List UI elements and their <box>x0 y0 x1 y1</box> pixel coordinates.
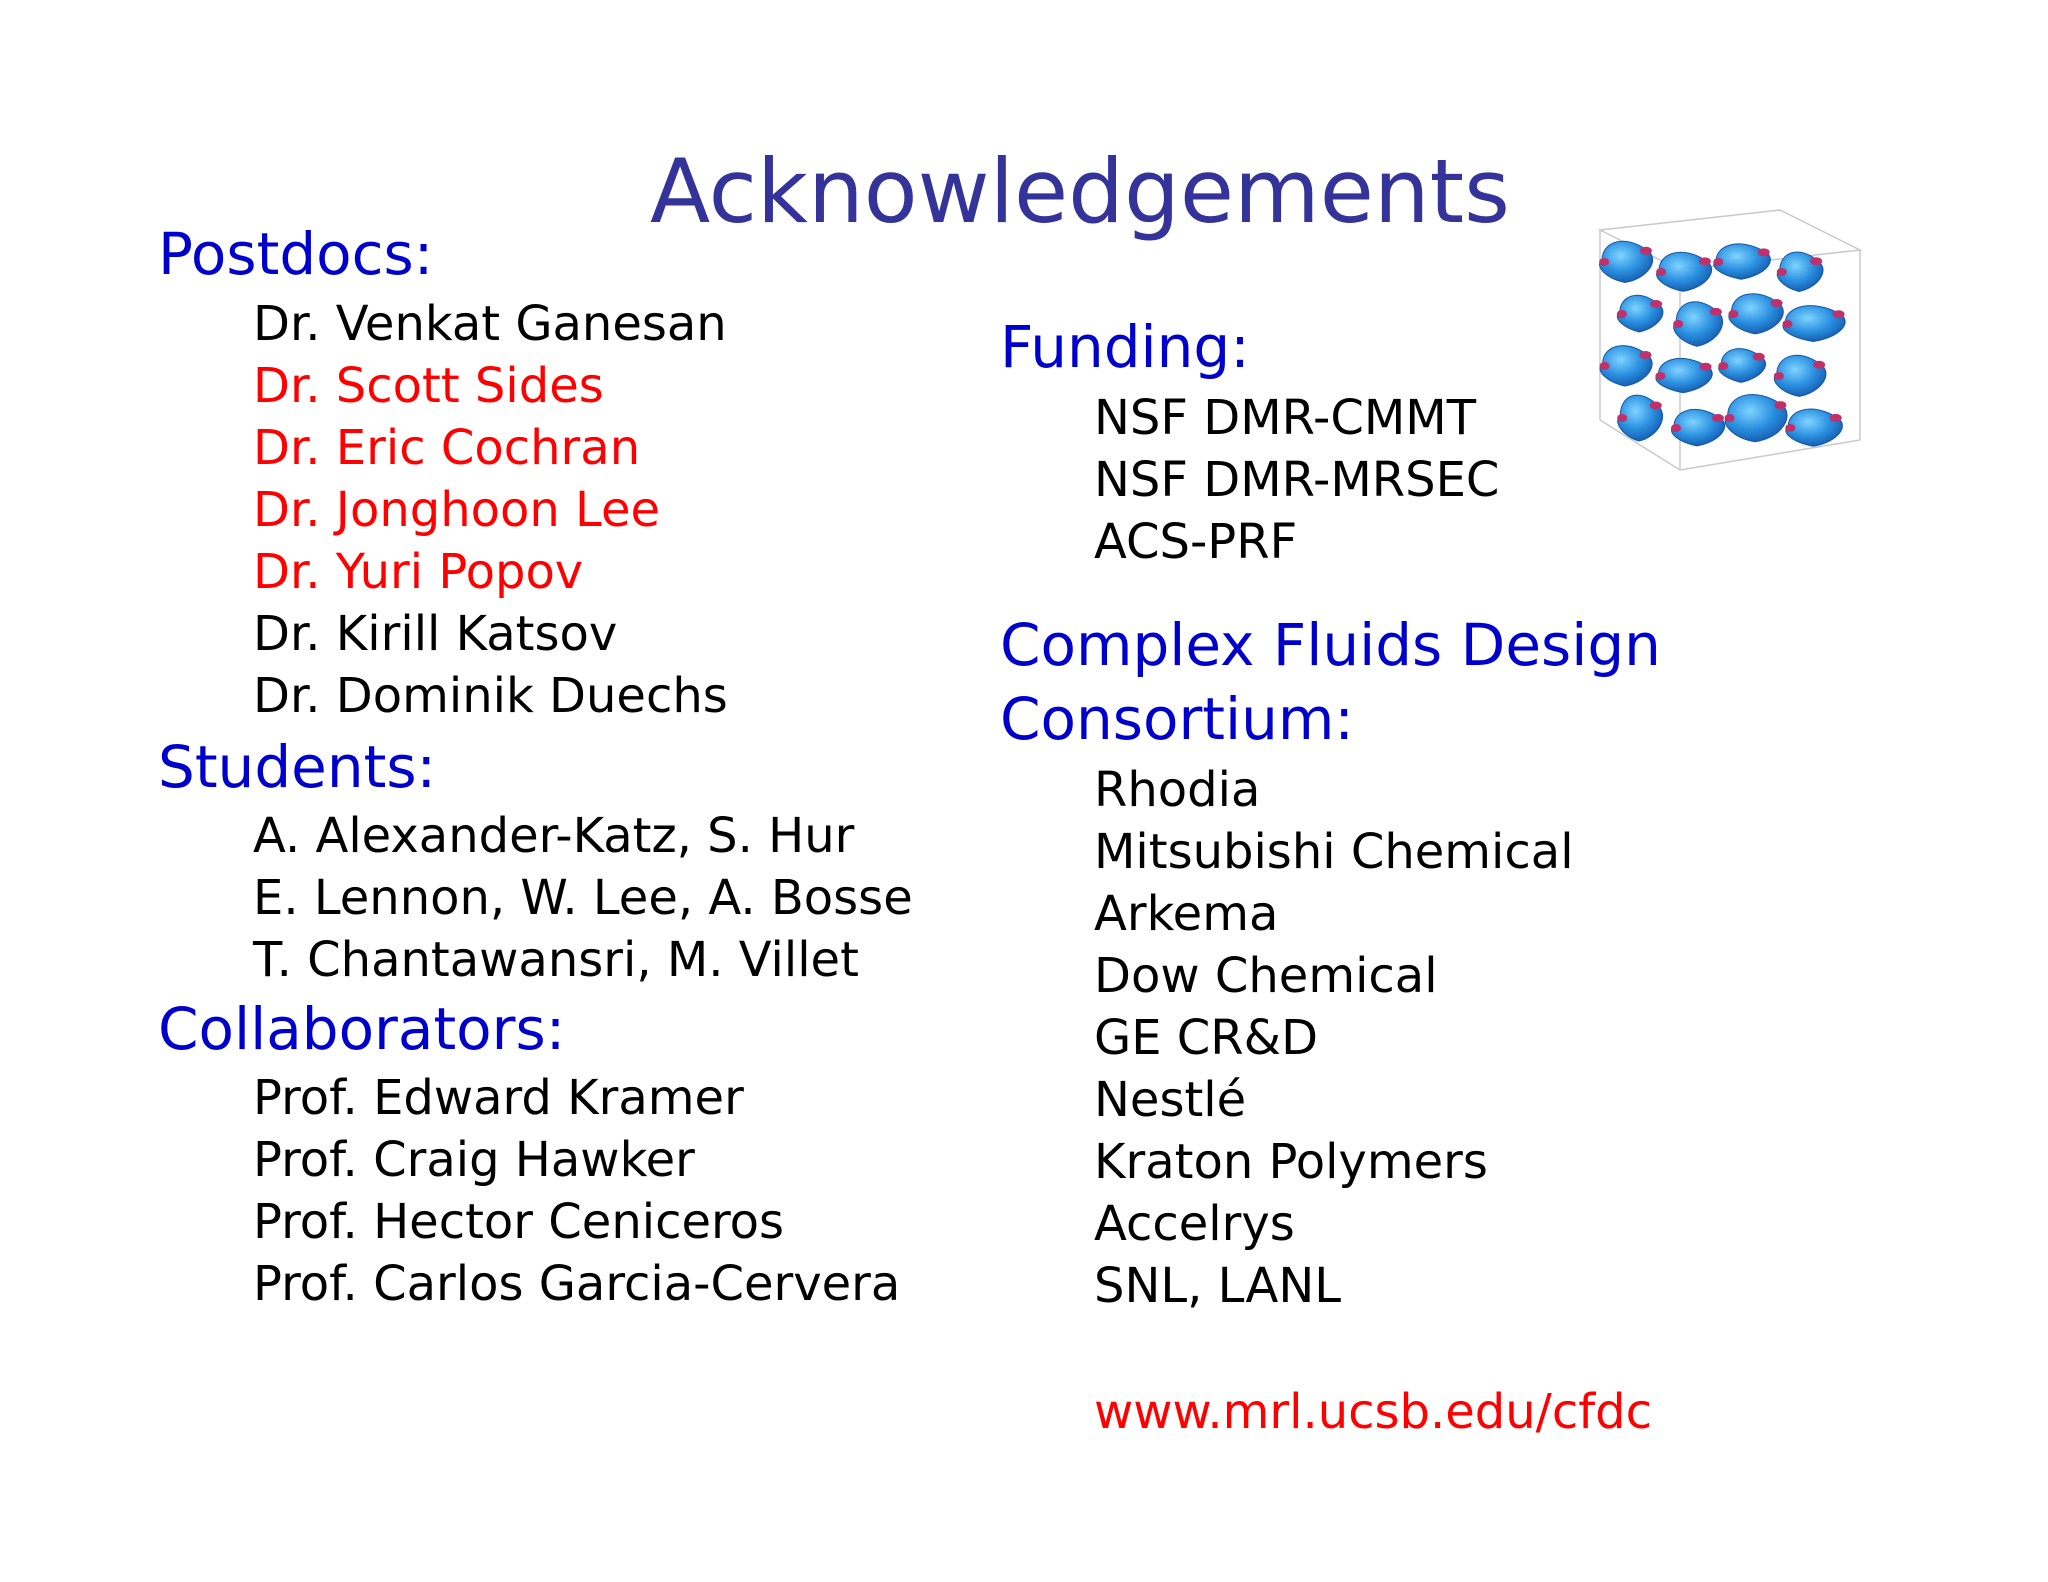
consortium-item: Accelrys <box>1094 1196 1295 1252</box>
postdoc-item: Dr. Eric Cochran <box>253 420 641 476</box>
student-item: E. Lennon, W. Lee, A. Bosse <box>253 870 913 926</box>
consortium-item: Rhodia <box>1094 762 1261 818</box>
consortium-item: Arkema <box>1094 886 1279 942</box>
funding-item: NSF DMR-MRSEC <box>1094 452 1500 508</box>
student-item: A. Alexander-Katz, S. Hur <box>253 808 855 864</box>
consortium-item: Mitsubishi Chemical <box>1094 824 1574 880</box>
postdoc-item: Dr. Jonghoon Lee <box>253 482 661 538</box>
consortium-item: GE CR&D <box>1094 1010 1319 1066</box>
slide-title: Acknowledgements <box>650 140 1511 243</box>
funding-heading: Funding: <box>1000 313 1250 381</box>
postdocs-heading: Postdocs: <box>158 220 434 288</box>
collaborator-item: Prof. Carlos Garcia-Cervera <box>253 1256 901 1312</box>
consortium-item: Kraton Polymers <box>1094 1134 1488 1190</box>
postdoc-item: Dr. Yuri Popov <box>253 544 584 600</box>
collaborator-item: Prof. Edward Kramer <box>253 1070 744 1126</box>
consortium-item: Nestlé <box>1094 1072 1247 1128</box>
postdoc-item: Dr. Dominik Duechs <box>253 668 728 724</box>
gyroid-structure-icon <box>1580 190 1880 490</box>
collaborators-heading: Collaborators: <box>158 995 566 1063</box>
consortium-item: Dow Chemical <box>1094 948 1438 1004</box>
consortium-heading-line2: Consortium: <box>1000 685 1354 753</box>
collaborator-item: Prof. Hector Ceniceros <box>253 1194 785 1250</box>
postdoc-item: Dr. Kirill Katsov <box>253 606 618 662</box>
funding-item: NSF DMR-CMMT <box>1094 390 1477 446</box>
student-item: T. Chantawansri, M. Villet <box>253 932 859 988</box>
postdoc-item: Dr. Venkat Ganesan <box>253 296 727 352</box>
funding-item: ACS-PRF <box>1094 514 1298 570</box>
collaborator-item: Prof. Craig Hawker <box>253 1132 695 1188</box>
consortium-url: www.mrl.ucsb.edu/cfdc <box>1094 1384 1652 1440</box>
consortium-heading: Complex Fluids Design <box>1000 611 1661 679</box>
consortium-item: SNL, LANL <box>1094 1258 1341 1314</box>
students-heading: Students: <box>158 733 437 801</box>
postdoc-item: Dr. Scott Sides <box>253 358 604 414</box>
